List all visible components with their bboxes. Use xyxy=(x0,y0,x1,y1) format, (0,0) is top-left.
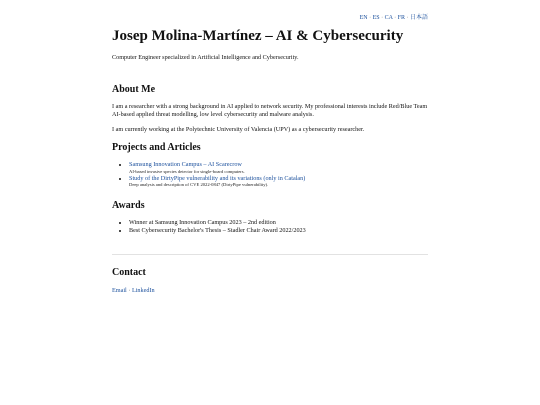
contact-heading: Contact xyxy=(112,267,146,278)
lang-ja-link[interactable]: 日本語 xyxy=(409,15,428,21)
page-subtitle: Computer Engineer specialized in Artificial Intelligence and Cybersecurity. xyxy=(112,54,299,61)
contact-links xyxy=(112,287,155,294)
lang-es-link[interactable]: ES xyxy=(372,15,380,21)
lang-separator: · xyxy=(394,15,397,21)
project-description: Deep analysis and description of CVE 2022-0847 (DirtyPipe vulnerability). xyxy=(129,182,269,188)
section-divider xyxy=(112,254,428,255)
project-link-dirtypipe[interactable]: Study of the DirtyPipe vulnerability and its variations (only in Catalan) xyxy=(129,174,306,182)
language-switcher xyxy=(360,12,428,21)
email-link[interactable]: Email xyxy=(112,287,127,294)
contact-separator: · xyxy=(128,287,131,294)
projects-heading: Projects and Articles xyxy=(112,142,201,153)
project-link-ai-scarecrow[interactable]: Samsung Innovation Campus – AI Scarecrow xyxy=(129,161,242,168)
list-item: • Best Cybersecurity Bachelor's Thesis – Stadler Chair Award 2022/2023 xyxy=(129,227,306,235)
about-heading: About Me xyxy=(112,84,156,95)
projects-list xyxy=(112,161,305,188)
list-item xyxy=(129,175,305,189)
lang-separator: · xyxy=(381,15,384,21)
lang-en-link[interactable]: EN xyxy=(359,15,368,21)
page-title: Josep Molina-Martínez – AI & Cybersecurity xyxy=(112,28,404,44)
lang-fr-link[interactable]: FR xyxy=(397,15,405,21)
awards-heading: Awards xyxy=(112,200,145,211)
list-item: • Winner at Samsung Innovation Campus 2023 – 2nd edition xyxy=(129,219,306,227)
about-paragraph-2: I am currently working at the Polytechnic University of Valencia (UPV) as a cybersecurity researcher. xyxy=(112,126,365,133)
linkedin-link[interactable]: LinkedIn xyxy=(131,287,155,294)
about-paragraph-1: I am a researcher with a strong background in AI applied to network security. My professional interests include Red/Blue Team AI-based applied threat modelling, low level cybersecurity and malware analysis. xyxy=(112,103,428,118)
lang-separator: · xyxy=(369,15,372,21)
lang-separator: · xyxy=(406,15,409,21)
project-description: AI-based invasive species detector for single-board computers. xyxy=(129,168,245,174)
list-item xyxy=(129,161,305,175)
awards-list xyxy=(112,219,306,234)
lang-ca-link[interactable]: CA xyxy=(384,15,393,21)
